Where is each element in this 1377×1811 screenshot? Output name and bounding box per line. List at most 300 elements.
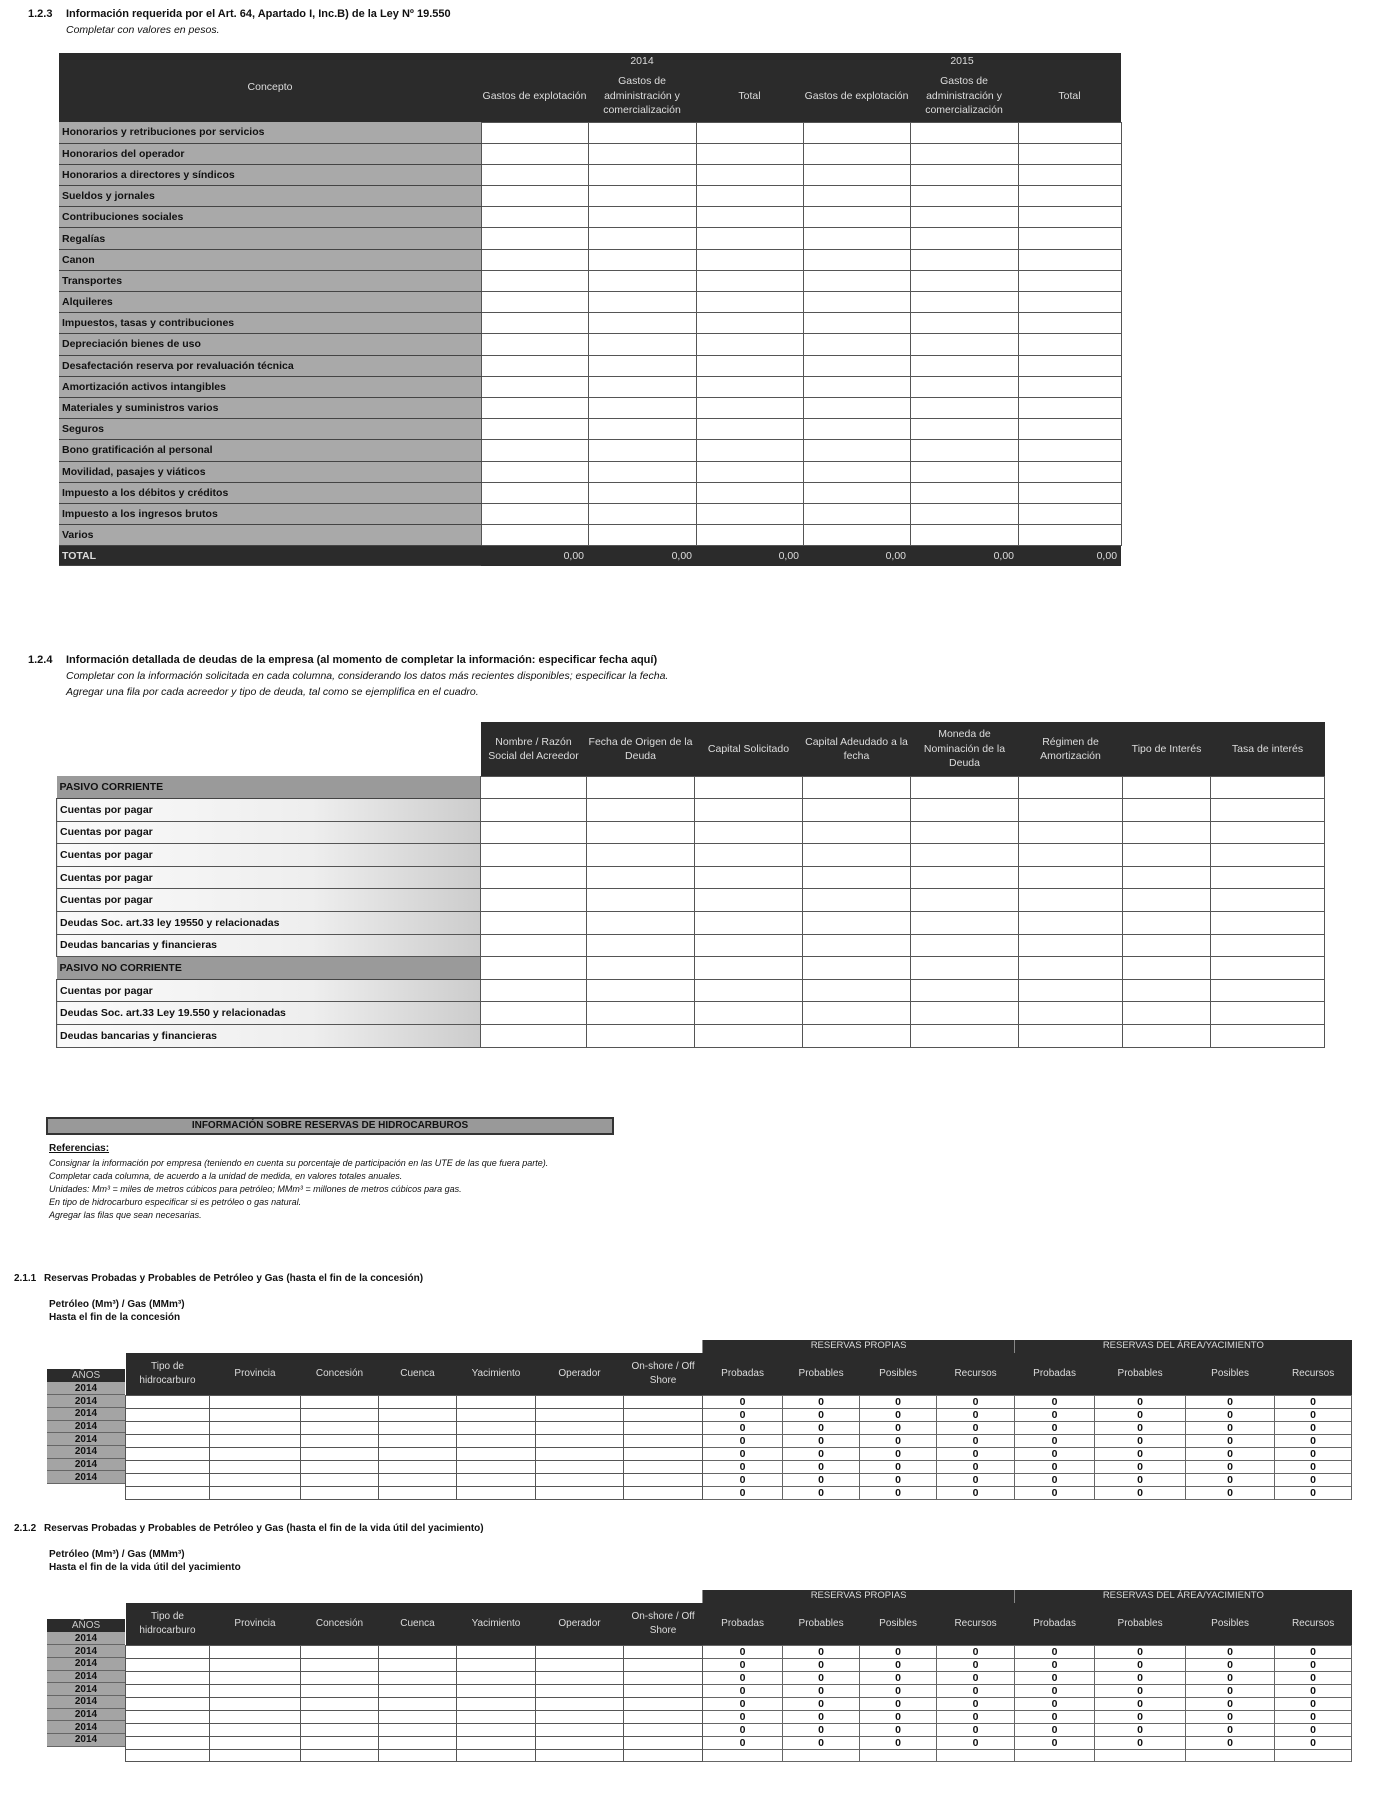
input-cell[interactable] [1018,270,1121,291]
input-cell[interactable] [1123,844,1211,867]
value-cell[interactable]: 0 [860,1710,937,1723]
value-cell[interactable]: 0 [1095,1473,1186,1486]
input-cell[interactable] [587,776,695,799]
input-cell[interactable] [1018,186,1121,207]
input-cell[interactable] [696,419,803,440]
value-cell[interactable]: 0 [1186,1684,1275,1697]
input-cell[interactable] [588,249,696,270]
value-cell[interactable] [937,1749,1015,1762]
input-cell[interactable] [126,1408,210,1421]
input-cell[interactable] [587,1025,695,1048]
input-cell[interactable] [536,1749,624,1762]
input-cell[interactable] [210,1421,301,1434]
input-cell[interactable] [1018,164,1121,185]
input-cell[interactable] [803,844,911,867]
input-cell[interactable] [536,1421,624,1434]
input-cell[interactable] [1018,355,1121,376]
value-cell[interactable]: 0 [703,1671,783,1684]
input-cell[interactable] [588,525,696,546]
input-cell[interactable] [1123,889,1211,912]
value-cell[interactable]: 0 [860,1697,937,1710]
input-cell[interactable] [803,503,910,524]
input-cell[interactable] [457,1736,536,1749]
input-cell[interactable] [210,1434,301,1447]
input-cell[interactable] [379,1408,457,1421]
input-cell[interactable] [910,249,1018,270]
input-cell[interactable] [1018,503,1121,524]
input-cell[interactable] [301,1486,379,1499]
input-cell[interactable] [624,1395,703,1408]
input-cell[interactable] [301,1697,379,1710]
value-cell[interactable]: 0 [1186,1736,1275,1749]
value-cell[interactable]: 0 [1275,1434,1352,1447]
value-cell[interactable]: 0 [1275,1447,1352,1460]
input-cell[interactable] [696,164,803,185]
input-cell[interactable] [1211,866,1325,889]
input-cell[interactable] [911,979,1019,1002]
input-cell[interactable] [457,1658,536,1671]
value-cell[interactable]: 0 [860,1671,937,1684]
input-cell[interactable] [210,1671,301,1684]
input-cell[interactable] [910,292,1018,313]
input-cell[interactable] [1211,912,1325,935]
value-cell[interactable]: 0 [1275,1421,1352,1434]
input-cell[interactable] [457,1408,536,1421]
input-cell[interactable] [624,1749,703,1762]
input-cell[interactable] [379,1697,457,1710]
input-cell[interactable] [696,270,803,291]
input-cell[interactable] [587,979,695,1002]
value-cell[interactable]: 0 [1015,1408,1095,1421]
input-cell[interactable] [1019,821,1123,844]
input-cell[interactable] [1211,844,1325,867]
input-cell[interactable] [481,376,588,397]
value-cell[interactable]: 0 [1015,1395,1095,1408]
input-cell[interactable] [587,844,695,867]
input-cell[interactable] [126,1736,210,1749]
input-cell[interactable] [695,912,803,935]
input-cell[interactable] [587,799,695,822]
input-cell[interactable] [210,1460,301,1473]
value-cell[interactable]: 0 [860,1434,937,1447]
input-cell[interactable] [696,292,803,313]
input-cell[interactable] [301,1434,379,1447]
input-cell[interactable] [301,1447,379,1460]
value-cell[interactable]: 0 [1095,1736,1186,1749]
value-cell[interactable]: 0 [1275,1684,1352,1697]
input-cell[interactable] [910,376,1018,397]
input-cell[interactable] [536,1697,624,1710]
value-cell[interactable] [1095,1749,1186,1762]
input-cell[interactable] [379,1658,457,1671]
value-cell[interactable]: 0 [1095,1671,1186,1684]
value-cell[interactable]: 0 [783,1671,860,1684]
input-cell[interactable] [1123,957,1211,980]
input-cell[interactable] [1018,228,1121,249]
value-cell[interactable]: 0 [1186,1447,1275,1460]
value-cell[interactable]: 0 [860,1658,937,1671]
value-cell[interactable]: 0 [703,1434,783,1447]
input-cell[interactable] [695,799,803,822]
input-cell[interactable] [481,776,587,799]
input-cell[interactable] [379,1434,457,1447]
input-cell[interactable] [481,249,588,270]
value-cell[interactable] [1275,1749,1352,1762]
input-cell[interactable] [911,912,1019,935]
value-cell[interactable]: 0 [783,1395,860,1408]
input-cell[interactable] [588,143,696,164]
input-cell[interactable] [803,419,910,440]
input-cell[interactable] [457,1710,536,1723]
input-cell[interactable] [1018,292,1121,313]
input-cell[interactable] [536,1710,624,1723]
value-cell[interactable]: 0 [1275,1645,1352,1658]
input-cell[interactable] [1123,799,1211,822]
input-cell[interactable] [1018,482,1121,503]
input-cell[interactable] [588,292,696,313]
value-cell[interactable]: 0 [1015,1486,1095,1499]
input-cell[interactable] [1211,957,1325,980]
input-cell[interactable] [803,799,911,822]
input-cell[interactable] [379,1749,457,1762]
input-cell[interactable] [301,1473,379,1486]
value-cell[interactable]: 0 [860,1684,937,1697]
input-cell[interactable] [210,1658,301,1671]
input-cell[interactable] [301,1395,379,1408]
input-cell[interactable] [910,355,1018,376]
input-cell[interactable] [803,397,910,418]
input-cell[interactable] [126,1723,210,1736]
input-cell[interactable] [695,934,803,957]
input-cell[interactable] [588,313,696,334]
input-cell[interactable] [457,1395,536,1408]
input-cell[interactable] [587,934,695,957]
value-cell[interactable]: 0 [937,1486,1015,1499]
input-cell[interactable] [803,866,911,889]
input-cell[interactable] [126,1421,210,1434]
value-cell[interactable]: 0 [1275,1473,1352,1486]
value-cell[interactable]: 0 [1015,1447,1095,1460]
input-cell[interactable] [696,122,803,143]
input-cell[interactable] [587,1002,695,1025]
input-cell[interactable] [379,1460,457,1473]
input-cell[interactable] [126,1473,210,1486]
value-cell[interactable]: 0 [1186,1671,1275,1684]
input-cell[interactable] [696,503,803,524]
value-cell[interactable]: 0 [783,1710,860,1723]
value-cell[interactable]: 0 [783,1421,860,1434]
input-cell[interactable] [457,1447,536,1460]
value-cell[interactable]: 0 [783,1697,860,1710]
input-cell[interactable] [803,313,910,334]
input-cell[interactable] [624,1658,703,1671]
value-cell[interactable]: 0 [703,1395,783,1408]
input-cell[interactable] [910,440,1018,461]
value-cell[interactable]: 0 [1186,1460,1275,1473]
input-cell[interactable] [1211,821,1325,844]
value-cell[interactable]: 0 [860,1421,937,1434]
input-cell[interactable] [301,1671,379,1684]
input-cell[interactable] [210,1486,301,1499]
input-cell[interactable] [696,228,803,249]
input-cell[interactable] [624,1645,703,1658]
input-cell[interactable] [301,1645,379,1658]
input-cell[interactable] [803,228,910,249]
input-cell[interactable] [696,207,803,228]
input-cell[interactable] [481,1002,587,1025]
input-cell[interactable] [481,957,587,980]
input-cell[interactable] [910,164,1018,185]
input-cell[interactable] [457,1723,536,1736]
value-cell[interactable]: 0 [783,1684,860,1697]
value-cell[interactable]: 0 [1095,1697,1186,1710]
input-cell[interactable] [301,1460,379,1473]
value-cell[interactable]: 0 [783,1723,860,1736]
input-cell[interactable] [803,207,910,228]
value-cell[interactable]: 0 [937,1645,1015,1658]
value-cell[interactable]: 0 [1095,1421,1186,1434]
input-cell[interactable] [803,889,911,912]
input-cell[interactable] [379,1684,457,1697]
input-cell[interactable] [803,957,911,980]
value-cell[interactable]: 0 [703,1697,783,1710]
input-cell[interactable] [1019,1025,1123,1048]
value-cell[interactable]: 0 [1275,1697,1352,1710]
value-cell[interactable]: 0 [783,1736,860,1749]
input-cell[interactable] [481,525,588,546]
value-cell[interactable]: 0 [860,1473,937,1486]
input-cell[interactable] [1018,334,1121,355]
value-cell[interactable]: 0 [703,1460,783,1473]
value-cell[interactable]: 0 [1095,1460,1186,1473]
input-cell[interactable] [481,979,587,1002]
input-cell[interactable] [536,1658,624,1671]
value-cell[interactable] [860,1749,937,1762]
input-cell[interactable] [1019,957,1123,980]
input-cell[interactable] [696,397,803,418]
input-cell[interactable] [803,270,910,291]
input-cell[interactable] [379,1723,457,1736]
value-cell[interactable]: 0 [937,1723,1015,1736]
input-cell[interactable] [588,461,696,482]
input-cell[interactable] [911,1025,1019,1048]
input-cell[interactable] [803,186,910,207]
input-cell[interactable] [624,1408,703,1421]
input-cell[interactable] [803,122,910,143]
input-cell[interactable] [1018,143,1121,164]
value-cell[interactable]: 0 [1186,1421,1275,1434]
input-cell[interactable] [1018,397,1121,418]
value-cell[interactable]: 0 [937,1736,1015,1749]
input-cell[interactable] [910,525,1018,546]
value-cell[interactable]: 0 [1015,1723,1095,1736]
input-cell[interactable] [536,1395,624,1408]
value-cell[interactable]: 0 [860,1447,937,1460]
input-cell[interactable] [910,313,1018,334]
input-cell[interactable] [588,186,696,207]
input-cell[interactable] [803,292,910,313]
input-cell[interactable] [587,821,695,844]
value-cell[interactable]: 0 [783,1447,860,1460]
input-cell[interactable] [1123,776,1211,799]
input-cell[interactable] [587,912,695,935]
input-cell[interactable] [910,207,1018,228]
value-cell[interactable]: 0 [703,1486,783,1499]
value-cell[interactable]: 0 [783,1460,860,1473]
input-cell[interactable] [379,1473,457,1486]
input-cell[interactable] [379,1447,457,1460]
input-cell[interactable] [695,979,803,1002]
value-cell[interactable]: 0 [937,1408,1015,1421]
input-cell[interactable] [624,1447,703,1460]
value-cell[interactable]: 0 [703,1736,783,1749]
input-cell[interactable] [695,844,803,867]
value-cell[interactable]: 0 [783,1434,860,1447]
value-cell[interactable]: 0 [703,1658,783,1671]
input-cell[interactable] [803,376,910,397]
input-cell[interactable] [803,440,910,461]
input-cell[interactable] [911,844,1019,867]
input-cell[interactable] [457,1434,536,1447]
input-cell[interactable] [803,821,911,844]
value-cell[interactable]: 0 [1015,1671,1095,1684]
input-cell[interactable] [536,1408,624,1421]
value-cell[interactable]: 0 [703,1723,783,1736]
input-cell[interactable] [803,912,911,935]
input-cell[interactable] [803,934,911,957]
value-cell[interactable]: 0 [860,1408,937,1421]
input-cell[interactable] [126,1447,210,1460]
input-cell[interactable] [457,1460,536,1473]
value-cell[interactable]: 0 [860,1486,937,1499]
input-cell[interactable] [1123,934,1211,957]
input-cell[interactable] [481,228,588,249]
value-cell[interactable]: 0 [1275,1736,1352,1749]
value-cell[interactable]: 0 [860,1460,937,1473]
input-cell[interactable] [803,143,910,164]
input-cell[interactable] [803,482,910,503]
input-cell[interactable] [696,355,803,376]
value-cell[interactable]: 0 [1095,1447,1186,1460]
input-cell[interactable] [210,1408,301,1421]
input-cell[interactable] [301,1723,379,1736]
value-cell[interactable]: 0 [1015,1460,1095,1473]
input-cell[interactable] [1123,979,1211,1002]
input-cell[interactable] [803,334,910,355]
value-cell[interactable]: 0 [1015,1434,1095,1447]
value-cell[interactable]: 0 [1015,1710,1095,1723]
input-cell[interactable] [481,334,588,355]
input-cell[interactable] [910,143,1018,164]
input-cell[interactable] [588,397,696,418]
input-cell[interactable] [379,1710,457,1723]
input-cell[interactable] [481,355,588,376]
input-cell[interactable] [696,143,803,164]
value-cell[interactable]: 0 [1275,1486,1352,1499]
value-cell[interactable]: 0 [1186,1473,1275,1486]
input-cell[interactable] [536,1645,624,1658]
input-cell[interactable] [588,440,696,461]
input-cell[interactable] [210,1749,301,1762]
value-cell[interactable]: 0 [1095,1486,1186,1499]
input-cell[interactable] [911,889,1019,912]
value-cell[interactable]: 0 [1095,1395,1186,1408]
input-cell[interactable] [379,1671,457,1684]
input-cell[interactable] [696,334,803,355]
value-cell[interactable]: 0 [1015,1645,1095,1658]
value-cell[interactable]: 0 [1186,1710,1275,1723]
input-cell[interactable] [379,1421,457,1434]
input-cell[interactable] [696,440,803,461]
value-cell[interactable]: 0 [1275,1658,1352,1671]
input-cell[interactable] [803,1025,911,1048]
input-cell[interactable] [481,889,587,912]
input-cell[interactable] [1019,866,1123,889]
input-cell[interactable] [695,1025,803,1048]
value-cell[interactable]: 0 [783,1486,860,1499]
input-cell[interactable] [1019,799,1123,822]
value-cell[interactable]: 0 [1015,1697,1095,1710]
value-cell[interactable]: 0 [937,1421,1015,1434]
input-cell[interactable] [911,934,1019,957]
value-cell[interactable]: 0 [1095,1684,1186,1697]
value-cell[interactable]: 0 [937,1671,1015,1684]
input-cell[interactable] [481,934,587,957]
value-cell[interactable]: 0 [1186,1434,1275,1447]
value-cell[interactable]: 0 [1186,1697,1275,1710]
input-cell[interactable] [588,207,696,228]
input-cell[interactable] [1123,1025,1211,1048]
input-cell[interactable] [481,503,588,524]
value-cell[interactable]: 0 [1186,1645,1275,1658]
input-cell[interactable] [910,482,1018,503]
input-cell[interactable] [803,525,910,546]
input-cell[interactable] [624,1710,703,1723]
input-cell[interactable] [624,1434,703,1447]
input-cell[interactable] [1019,979,1123,1002]
input-cell[interactable] [624,1671,703,1684]
input-cell[interactable] [1019,889,1123,912]
input-cell[interactable] [910,397,1018,418]
input-cell[interactable] [536,1434,624,1447]
input-cell[interactable] [210,1736,301,1749]
input-cell[interactable] [588,270,696,291]
input-cell[interactable] [1123,912,1211,935]
input-cell[interactable] [210,1684,301,1697]
input-cell[interactable] [1211,1002,1325,1025]
input-cell[interactable] [481,866,587,889]
input-cell[interactable] [588,122,696,143]
input-cell[interactable] [1018,525,1121,546]
value-cell[interactable]: 0 [703,1684,783,1697]
input-cell[interactable] [536,1447,624,1460]
input-cell[interactable] [481,419,588,440]
input-cell[interactable] [910,334,1018,355]
input-cell[interactable] [624,1421,703,1434]
input-cell[interactable] [588,503,696,524]
input-cell[interactable] [910,419,1018,440]
value-cell[interactable]: 0 [860,1395,937,1408]
input-cell[interactable] [481,482,588,503]
input-cell[interactable] [695,866,803,889]
value-cell[interactable]: 0 [703,1710,783,1723]
value-cell[interactable]: 0 [703,1645,783,1658]
input-cell[interactable] [457,1671,536,1684]
input-cell[interactable] [481,186,588,207]
input-cell[interactable] [587,866,695,889]
value-cell[interactable]: 0 [1015,1684,1095,1697]
value-cell[interactable]: 0 [860,1645,937,1658]
